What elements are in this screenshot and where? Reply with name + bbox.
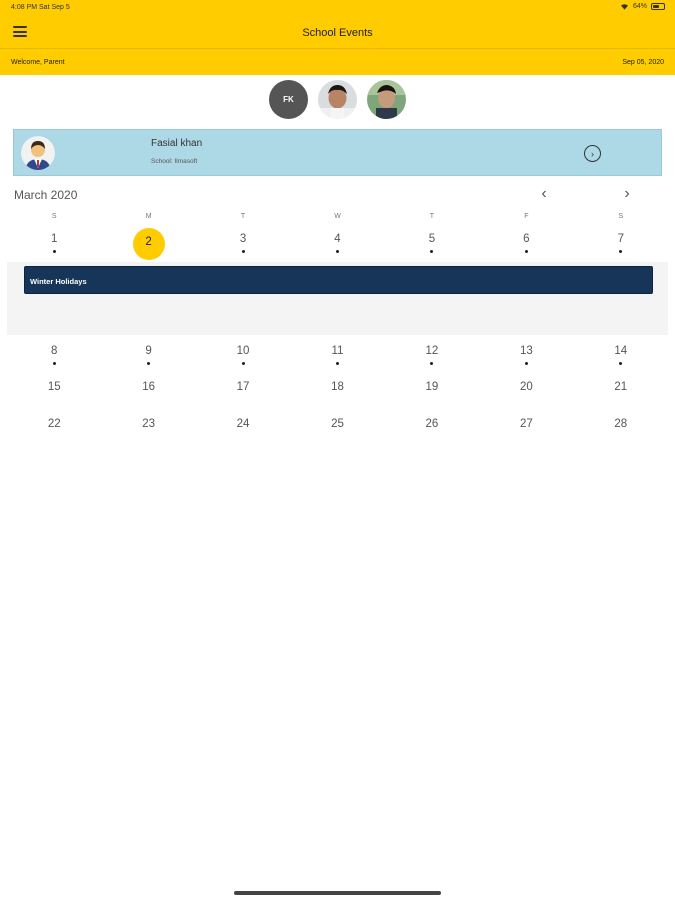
- calendar-day[interactable]: [385, 228, 479, 258]
- day-number: 9: [145, 345, 152, 357]
- status-time: 4:08 PM Sat Sep 5: [11, 4, 70, 11]
- day-number: 21: [614, 381, 628, 393]
- weekday-label: T: [429, 213, 435, 220]
- day-number: 22: [47, 418, 61, 430]
- event-dot-indicator: [430, 250, 433, 253]
- weekday-label: W: [334, 213, 341, 220]
- status-indicators: [620, 3, 665, 10]
- calendar-day[interactable]: [574, 376, 668, 406]
- app-bar: [0, 16, 675, 48]
- calendar-day[interactable]: [196, 376, 290, 406]
- weekday-label: T: [240, 213, 246, 220]
- calendar-day[interactable]: [101, 376, 195, 406]
- event-dot-indicator: [619, 362, 622, 365]
- calendar-day[interactable]: [196, 413, 290, 443]
- chevron-left-icon[interactable]: ‹: [541, 185, 547, 202]
- day-number: 25: [331, 418, 344, 430]
- event-dot-indicator: [53, 362, 56, 365]
- calendar-week-row: [7, 376, 668, 406]
- wifi-icon: [620, 3, 629, 10]
- calendar-day[interactable]: [479, 413, 573, 443]
- chevron-right-circle-icon[interactable]: ›: [584, 145, 601, 162]
- event-dot-indicator: [525, 362, 528, 365]
- day-number: 19: [425, 381, 439, 393]
- calendar-day[interactable]: [479, 340, 573, 370]
- day-number: 12: [425, 345, 439, 357]
- child-selector: [0, 80, 675, 120]
- day-number: 4: [334, 233, 341, 245]
- day-number: 3: [239, 233, 247, 245]
- day-number: 20: [519, 381, 533, 393]
- event-dot-indicator: [430, 362, 433, 365]
- status-bar: [0, 0, 675, 16]
- welcome-bar: [0, 48, 675, 75]
- calendar-day[interactable]: [290, 228, 384, 258]
- calendar-day[interactable]: [479, 228, 573, 258]
- day-number: 16: [142, 381, 156, 393]
- day-number: 18: [331, 381, 344, 393]
- calendar-day[interactable]: [290, 413, 384, 443]
- calendar-day[interactable]: [385, 413, 479, 443]
- calendar-day[interactable]: [7, 340, 101, 370]
- calendar-week-row: [7, 413, 668, 443]
- event-dot-indicator: [336, 362, 339, 365]
- student-cartoon-avatar: [21, 136, 55, 170]
- page-title: School Events: [302, 27, 373, 39]
- home-indicator: [234, 891, 441, 895]
- calendar-day[interactable]: [479, 376, 573, 406]
- day-number: 26: [425, 418, 439, 430]
- chevron-right-icon[interactable]: ›: [624, 185, 630, 202]
- weekday-label: M: [145, 213, 152, 220]
- calendar-day[interactable]: [385, 340, 479, 370]
- day-number: 7: [617, 233, 624, 245]
- day-number: 13: [519, 345, 533, 357]
- event-dot-indicator: [53, 250, 56, 253]
- day-number: 15: [47, 381, 61, 393]
- events-panel: [7, 262, 668, 335]
- calendar-day[interactable]: [196, 228, 290, 258]
- day-number: 17: [236, 381, 250, 393]
- day-number: 23: [142, 418, 156, 430]
- calendar-week-row: [7, 340, 668, 370]
- event-dot-indicator: [525, 250, 528, 253]
- calendar-header: [13, 185, 653, 204]
- calendar-day[interactable]: [101, 340, 195, 370]
- calendar-day[interactable]: [7, 413, 101, 443]
- calendar-day[interactable]: [290, 340, 384, 370]
- avatar-initials-text: FK: [283, 95, 294, 104]
- calendar-day[interactable]: [7, 376, 101, 406]
- event-dot-indicator: [147, 362, 150, 365]
- event-item[interactable]: Winter Holidays: [24, 266, 653, 294]
- day-number: 28: [614, 418, 628, 430]
- event-dot-indicator: [336, 250, 339, 253]
- student-name: Fasial khan: [151, 138, 203, 149]
- current-date: Sep 05, 2020: [622, 59, 664, 66]
- battery-icon: [651, 3, 665, 10]
- event-dot-indicator: [242, 362, 245, 365]
- welcome-text: Welcome, Parent: [11, 59, 65, 66]
- day-number: 2: [145, 236, 152, 248]
- calendar-day[interactable]: [290, 376, 384, 406]
- event-dot-indicator: [242, 250, 245, 253]
- child-photo-avatar[interactable]: [367, 80, 406, 119]
- weekday-label: S: [51, 213, 57, 220]
- calendar-day[interactable]: [196, 340, 290, 370]
- calendar-day[interactable]: [574, 228, 668, 258]
- student-card[interactable]: [13, 129, 662, 176]
- day-number: 24: [236, 418, 250, 430]
- day-number: 10: [236, 345, 250, 357]
- day-number: 6: [523, 233, 530, 245]
- calendar-day-selected[interactable]: [101, 228, 195, 258]
- day-number: 27: [519, 418, 533, 430]
- weekday-labels: [7, 213, 668, 223]
- student-school: School: Ilmasoft: [151, 158, 198, 165]
- calendar-day[interactable]: [574, 413, 668, 443]
- weekday-label: F: [524, 213, 529, 220]
- event-dot-indicator: [619, 250, 622, 253]
- calendar-day[interactable]: [7, 228, 101, 258]
- calendar-week-row: [7, 228, 668, 258]
- calendar-day[interactable]: [385, 376, 479, 406]
- day-number: 5: [428, 233, 436, 245]
- day-number: 14: [614, 345, 628, 357]
- calendar-day[interactable]: [101, 413, 195, 443]
- day-number: 11: [331, 345, 344, 357]
- weekday-label: S: [618, 213, 624, 220]
- avatar-initials[interactable]: [269, 80, 308, 119]
- day-number: 1: [51, 233, 58, 245]
- calendar-day[interactable]: [574, 340, 668, 370]
- child-photo-avatar[interactable]: [318, 80, 357, 119]
- battery-percent: 64%: [632, 3, 647, 10]
- day-number: 8: [51, 345, 58, 357]
- month-label: March 2020: [14, 188, 78, 202]
